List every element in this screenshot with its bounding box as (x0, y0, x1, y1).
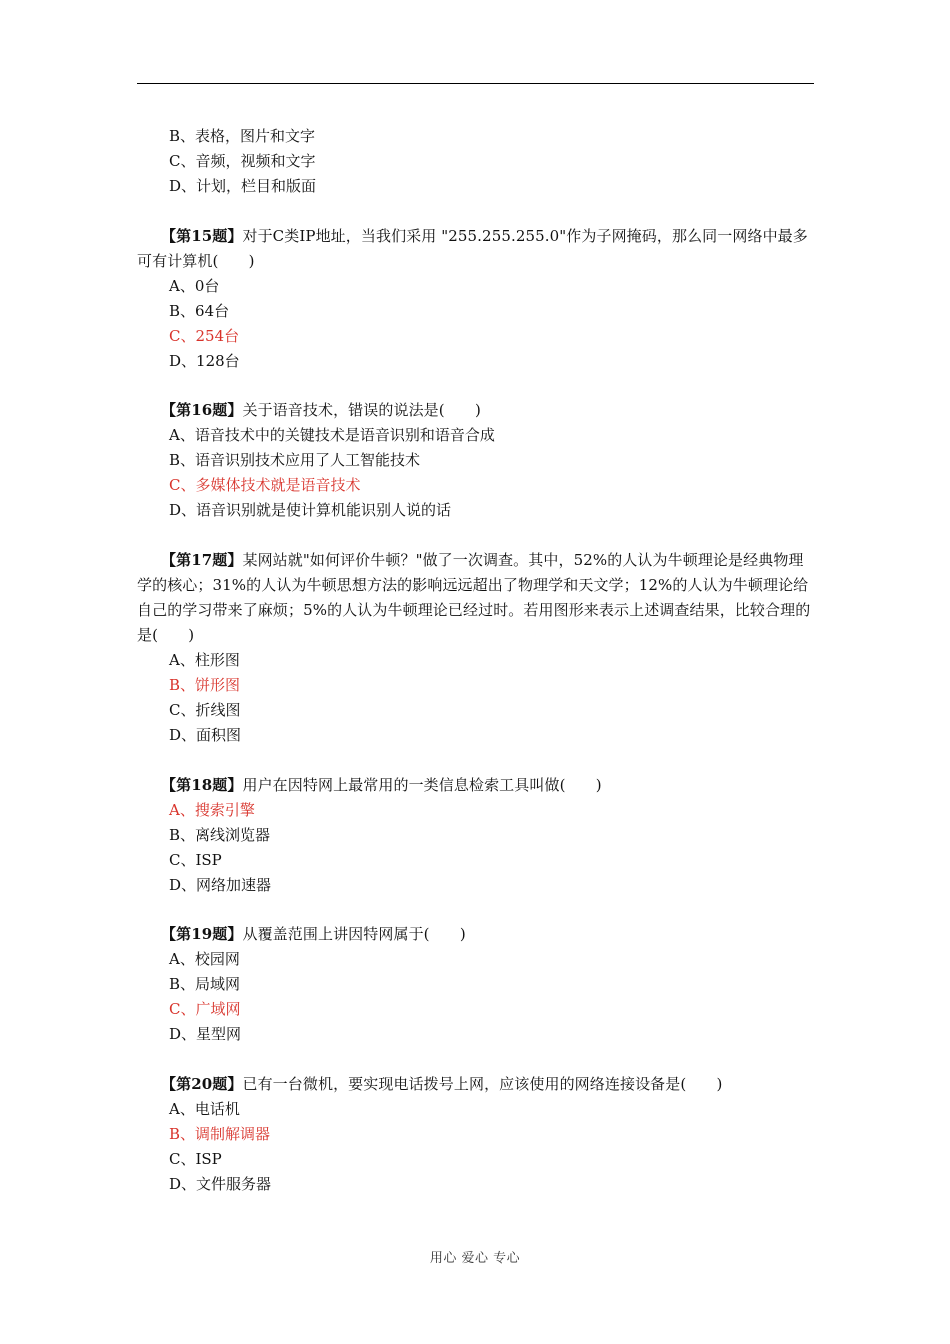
correct-option: A、搜索引擎 (169, 800, 255, 819)
question-text: 已有一台微机，要实现电话拨号上网，应该使用的网络连接设备是( ) (242, 1075, 723, 1094)
question-text: 对于C类IP地址，当我们采用 "255.255.255.0"作为子网掩码，那么同一网络中最多可有计算机( ) (137, 226, 808, 270)
option: D、文件服务器 (169, 1175, 272, 1194)
question-stem (137, 922, 814, 947)
option: B、离线浏览器 (169, 825, 271, 844)
question-number: 【第17题】 (161, 551, 243, 570)
option: B、语音识别技术应用了人工智能技术 (169, 451, 421, 470)
option: C、音频，视频和文字 (169, 152, 316, 170)
question-text: 关于语音技术，错误的说法是( ) (242, 401, 481, 420)
option: A、0台 (169, 276, 220, 295)
header-rule (137, 83, 814, 84)
question-stem (137, 1072, 814, 1097)
question-block-19 (137, 922, 814, 1047)
correct-option: C、广域网 (169, 1000, 241, 1019)
option: A、柱形图 (169, 651, 240, 670)
option: D、128台 (169, 351, 240, 370)
question-number: 【第15题】 (161, 226, 243, 245)
question-text: 用户在因特网上最常用的一类信息检索工具叫做( ) (242, 775, 602, 794)
document-body (137, 124, 814, 1197)
correct-option: C、254台 (169, 326, 240, 345)
correct-option: B、调制解调器 (169, 1125, 271, 1144)
option: C、折线图 (169, 701, 241, 720)
leading-options (137, 124, 814, 199)
option: C、ISP (169, 1150, 222, 1169)
option: C、ISP (169, 850, 222, 869)
question-block-20 (137, 1072, 814, 1197)
question-stem (137, 224, 814, 274)
question-number: 【第19题】 (161, 925, 243, 944)
question-stem (137, 548, 814, 648)
question-block-16 (137, 398, 814, 523)
page-footer: 用心 爱心 专心 (429, 1251, 521, 1266)
question-stem (137, 398, 814, 423)
option: D、计划，栏目和版面 (169, 177, 317, 195)
correct-option: B、饼形图 (169, 676, 241, 695)
option: D、面积图 (169, 726, 242, 745)
question-stem (137, 773, 814, 798)
question-block-18 (137, 773, 814, 898)
option: A、校园网 (169, 950, 240, 969)
question-block-17 (137, 548, 814, 748)
option: D、语音识别就是使计算机能识别人说的话 (169, 501, 452, 520)
option: D、网络加速器 (169, 875, 272, 894)
question-text: 某网站就"如何评价牛顿？"做了一次调查。其中，52%的人认为牛顿理论是经典物理学的核心；31%的人认为牛顿思想方法的影响远远超出了物理学和天文学；12%的人认为牛顿理论给自己的学习带来了麻烦；5%的人认为牛顿理论已经过时。若用图形来表示上述调查结果，比较合理的是( ) (137, 551, 811, 645)
option: A、语音技术中的关键技术是语音识别和语音合成 (169, 426, 495, 445)
question-block-15 (137, 224, 814, 374)
question-text: 从覆盖范围上讲因特网属于( ) (242, 925, 466, 944)
question-number: 【第16题】 (161, 401, 243, 420)
question-number: 【第18题】 (161, 775, 243, 794)
option: D、星型网 (169, 1025, 242, 1044)
option: B、64台 (169, 301, 230, 320)
option: B、表格，图片和文字 (169, 127, 316, 145)
correct-option: C、多媒体技术就是语音技术 (169, 476, 361, 495)
option: B、局域网 (169, 975, 241, 994)
question-number: 【第20题】 (161, 1075, 243, 1094)
option: A、电话机 (169, 1100, 240, 1119)
